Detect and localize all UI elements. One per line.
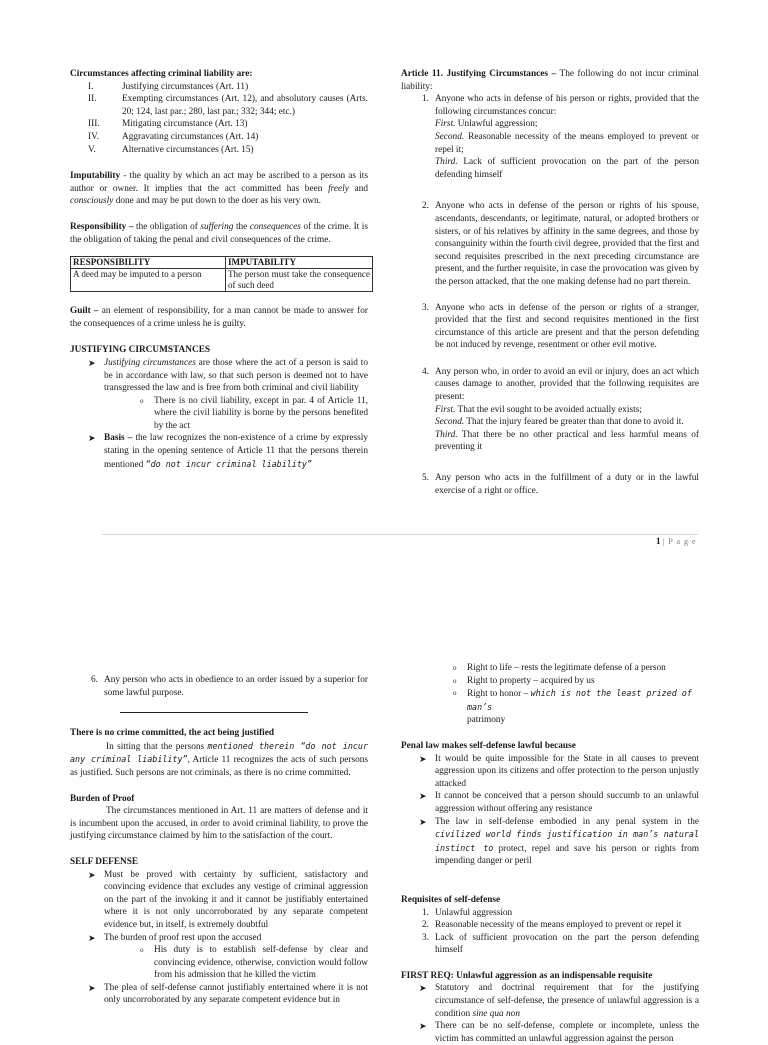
list-item (401, 982, 699, 1020)
arrow-bullet-icon: ➤ (419, 791, 427, 802)
list-item (70, 674, 368, 699)
list-number: 1. (422, 94, 429, 105)
penal-law-list (401, 753, 699, 868)
footer-divider (102, 534, 698, 535)
emphasis: consciously (70, 196, 114, 207)
list-number: 4. (422, 366, 429, 377)
emphasis: Justifying circumstances (104, 357, 196, 368)
list-item (401, 932, 699, 957)
text: Right to property (467, 675, 532, 686)
emphasis: sine qua non (472, 1008, 520, 1019)
text: The law in self-defense embodied in any penal system in the (435, 816, 699, 827)
emphasis: First. (435, 119, 456, 130)
list-item (140, 944, 368, 982)
emphasis: Second. (435, 131, 465, 142)
self-defense-sublist (70, 944, 368, 982)
page2-left-column (70, 662, 368, 1007)
text: the (233, 221, 250, 232)
list-item (401, 907, 699, 920)
guilt-paragraph (70, 305, 368, 330)
list-number: 2. (422, 201, 429, 212)
text: That the evil sought to be avoided actually exists; (455, 404, 642, 415)
article-11-list-continued (70, 674, 368, 699)
term: Article 11. Justifying Circumstances – (401, 69, 557, 79)
text: – acquired by us (531, 675, 595, 686)
requisite-line (435, 131, 699, 156)
text: Lack of sufficient provocation on the part of the person defending himself (435, 157, 699, 180)
requisite-line (435, 429, 699, 454)
list-text (435, 93, 699, 181)
arrow-bullet-icon: ➤ (419, 816, 427, 827)
table-header: RESPONSIBILITY (71, 257, 226, 269)
text: Any person who, in order to avoid an evil or injury, does an act which causes damage to another, provided that the following requisites are present: (435, 366, 699, 403)
list-number: V. (88, 144, 96, 155)
list-item (70, 432, 368, 471)
list-text (104, 432, 368, 471)
list-text: Reasonable necessity of the means employed to prevent or repel it (435, 920, 682, 931)
page-number-value: 1 (656, 536, 661, 546)
requisites-heading: Requisites of self-defense (401, 894, 501, 905)
list-text: The plea of self-defense cannot justifiably entertained where it is not only uncorroborated by any separate competent evidence but in (104, 982, 368, 1006)
list-item (401, 302, 699, 352)
circumstances-heading: Circumstances affecting criminal liability are: (70, 69, 253, 79)
requisite-line (435, 404, 699, 417)
emphasis: Third. (435, 429, 458, 440)
arrow-bullet-icon: ➤ (88, 433, 96, 444)
circle-bullet-icon: o (140, 396, 144, 405)
circle-bullet-icon: o (140, 946, 144, 955)
list-text: Unlawful aggression (435, 907, 513, 918)
list-text: Any person who acts in the fulfillment of a duty or in the lawful exercise of a right or office. (435, 473, 699, 496)
table-cell: A deed may be imputed to a person (71, 269, 226, 292)
basis-list (70, 432, 368, 471)
list-text (104, 357, 368, 395)
text: Unlawful aggression; (455, 119, 538, 130)
list-text (435, 366, 699, 454)
list-number: III. (88, 119, 100, 130)
circumstances-list (70, 81, 368, 157)
spacer (401, 454, 699, 472)
text: Statutory and doctrinal requirement that for the justifying circumstance of self-defense, the presence of unlawful aggression is a condition (435, 983, 699, 1019)
self-defense-list (70, 869, 368, 945)
list-item (401, 753, 699, 791)
list-item (453, 687, 699, 727)
page-label: | P a g e (662, 537, 697, 546)
list-item (70, 869, 368, 932)
list-item (453, 662, 699, 675)
emphasis: Second. (435, 417, 465, 428)
list-item (70, 982, 368, 1007)
self-defense-list-2 (70, 982, 368, 1007)
list-number: I. (88, 81, 94, 92)
burden-paragraph: The circumstances mentioned in Art. 11 are matters of defense and it is incumbent upon the accused, in order to avoid criminal liability, to prove the justifying circumstance claimed by him to the satisfaction of the court. (70, 806, 368, 842)
list-text (435, 816, 699, 868)
text: Anyone who acts in defense of his person or rights, provided that the following circumstances concur: (435, 94, 699, 117)
circle-bullet-icon: o (453, 676, 457, 685)
spacer (401, 352, 699, 366)
spacer (401, 181, 699, 200)
list-text: Mitigating circumstance (Art. 13) (122, 119, 248, 130)
comparison-table (70, 256, 373, 292)
text: protect, repel and save his person or rights from impending danger or peril (435, 843, 699, 867)
list-text: It cannot be conceived that a person should succumb to an unlawful aggression without offering any resistance (435, 791, 699, 814)
text: – (521, 689, 531, 700)
list-text: Lack of sufficient provocation on the part the person defending himself (435, 932, 699, 956)
text: patrimony (467, 715, 506, 726)
first-requisite-list (401, 982, 699, 1045)
requisite-line (435, 118, 699, 131)
table-header-row (71, 257, 373, 269)
table-row (71, 269, 373, 292)
list-item (70, 932, 368, 945)
list-item (401, 366, 699, 454)
list-item (70, 131, 368, 144)
list-text: Alternative circumstances (Art. 15) (122, 144, 254, 155)
list-text: There is no civil liability, except in par. 4 of Article 11, where the civil liability is borne by the persons benefited by the act (154, 395, 368, 431)
text: That there be no other practical and less harmful means of preventing it (435, 429, 699, 453)
text: That the injury feared be greater than that done to avoid it. (464, 417, 684, 428)
text: – rests the legitimate defense of a person (511, 663, 666, 673)
text: In sitting that the persons (106, 741, 208, 752)
page-number (656, 535, 697, 549)
list-text: Exempting circumstances (Art. 12), and absolutory causes (Arts. 20; 124, last par.; 280, last par.; 332; 344; etc.) (122, 94, 368, 117)
imputability-paragraph (70, 170, 368, 208)
quote: mentioned therein “do not incur any criminal liability” (70, 740, 368, 765)
no-crime-paragraph (70, 740, 368, 780)
article-11-intro (401, 68, 699, 93)
responsibility-paragraph (70, 221, 368, 246)
list-item (401, 93, 699, 181)
list-item (401, 200, 699, 288)
requisites-list (401, 907, 699, 957)
list-item (70, 144, 368, 157)
no-crime-heading: There is no crime committed, the act being justified (70, 728, 275, 739)
emphasis: Third. (435, 157, 458, 168)
rights-list (401, 662, 699, 727)
page1-right-column (401, 68, 699, 497)
term: Imputability (70, 171, 121, 182)
list-item (453, 675, 699, 688)
table-cell: The person must take the consequence of such deed (226, 269, 373, 292)
list-text: His duty is to establish self-defense by clear and convincing evidence, otherwise, conviction would follow from his admission that he killed the victim (154, 945, 368, 981)
term: Responsibility – (70, 221, 134, 232)
list-number: 6. (91, 675, 98, 685)
text: Right to life (467, 663, 512, 673)
arrow-bullet-icon: ➤ (88, 357, 96, 368)
justifying-list (70, 357, 368, 395)
text: are those where the act of a person is said to be in accordance with law, so that such person is deemed not to have transgressed the law and is free from both criminal and civil liability (104, 357, 368, 394)
text: - the quality by which an act may be ascribed to a person as its author or owner. It implies that the act committed has been (70, 171, 368, 194)
list-number: 2. (422, 920, 429, 931)
emphasis: suffering (200, 221, 234, 232)
quote: “do not incur criminal liability” (145, 458, 312, 469)
list-number: II. (88, 94, 97, 105)
list-text: Anyone who acts in defense of the person or rights of his spouse, ascendants, descendants, or legitimate, natural, or adopted brothers or sisters, or of his relatives by affinity in the same degrees, and those by consanguinity within the fourth civil degree, provided that the first and second requisites prescribed in the next preceding circumstance are present, and the further requisite, in case the provocation was given by the person attacked, that the one making defense had no part therein. (435, 201, 699, 287)
list-text: Must be proved with certainty by sufficient, satisfactory and convincing evidence that excludes any vestige of criminal aggression on the part of the invoking it and it cannot be justifiably entertained where it is not only uncorroborated by any separate competent evidence but, in itself, is extremely doubtful (104, 869, 368, 930)
list-text: There can be no self-defense, complete or incomplete, unless the victim has committed an unlawful aggression against the person (435, 1021, 699, 1044)
justifying-sublist (70, 395, 368, 433)
list-item (401, 816, 699, 868)
text: Reasonable necessity of the means employed to prevent or repel it; (435, 131, 699, 155)
article-11-list (401, 93, 699, 497)
text: an element of responsibility, for a man cannot be made to answer for the consequences of a crime unless he is guilty. (70, 306, 369, 329)
arrow-bullet-icon: ➤ (88, 982, 96, 993)
spacer (401, 289, 699, 302)
justifying-heading: JUSTIFYING CIRCUMSTANCES (70, 345, 211, 356)
list-item (70, 357, 368, 395)
penal-law-heading: Penal law makes self-defense lawful because (401, 740, 576, 751)
list-number: IV. (88, 131, 99, 142)
text: done and may be put down to the doer as his very own. (113, 196, 321, 207)
list-text (467, 662, 699, 675)
list-number: 3. (422, 302, 429, 313)
list-item (401, 790, 699, 815)
circle-bullet-icon: o (453, 689, 457, 698)
list-text (467, 675, 699, 688)
emphasis: First. (435, 404, 456, 415)
list-text (435, 982, 699, 1020)
list-text: Any person who acts in obedience to an order issued by a superior for some lawful purpose. (104, 675, 368, 698)
requisite-line (435, 416, 699, 429)
arrow-bullet-icon: ➤ (419, 1021, 427, 1032)
requisite-line (435, 156, 699, 181)
list-number: 1. (422, 907, 429, 918)
quote: which is not the least prized of man’s (467, 688, 692, 712)
text: the obligation of (133, 221, 201, 232)
text: and (348, 183, 369, 194)
list-text: Justifying circumstances (Art. 11) (122, 81, 249, 92)
quote: civilized world finds justification in man’s natural instinct to (435, 829, 699, 853)
list-number: 5. (422, 473, 429, 484)
arrow-bullet-icon: ➤ (88, 932, 96, 943)
arrow-bullet-icon: ➤ (419, 753, 427, 764)
text: , Article 11 recognizes the acts of such persons as justified. Such persons are not criminals, as there is no crime committed. (70, 755, 368, 778)
term: Guilt – (70, 306, 99, 317)
list-item (401, 919, 699, 932)
list-text: The burden of proof rest upon the accused (104, 932, 262, 943)
arrow-bullet-icon: ➤ (88, 869, 96, 880)
list-text: Anyone who acts in defense of the person or rights of a stranger, provided that the first and second requisites mentioned in the first circumstance of this article are present and that the person defending be not induced by revenge, resentment or other evil motive. (435, 302, 699, 351)
table-header: IMPUTABILITY (226, 257, 373, 269)
list-text (467, 687, 699, 727)
text: the law recognizes the non-existence of a crime by expressly stating in the opening sentence of Article 11 that the persons therein mentioned (104, 433, 368, 470)
list-item (140, 395, 368, 433)
list-number: 3. (422, 932, 429, 943)
burden-heading: Burden of Proof (70, 793, 135, 804)
self-defense-heading: SELF DEFENSE (70, 856, 139, 867)
circle-bullet-icon: o (453, 664, 457, 672)
text: Right to honor (467, 689, 522, 700)
first-requisite-heading: FIRST REQ: Unlawful aggression as an indispensable requisite (401, 970, 653, 981)
page1-left-column (70, 68, 368, 471)
page2-right-column (401, 662, 699, 1045)
list-text: It would be quite impossible for the State in all causes to prevent aggression upon its citizens and offer protection to the person unjustly attacked (435, 753, 699, 789)
emphasis: freely (328, 183, 349, 194)
emphasis: consequences (249, 221, 301, 232)
list-item (401, 472, 699, 497)
list-item (70, 81, 368, 94)
text: The following do not incur criminal liability: (401, 69, 700, 92)
list-item (70, 118, 368, 131)
list-text: Aggravating circumstances (Art. 14) (122, 131, 259, 142)
text: of the crime. It is the obligation of taking the penal and civil consequences of the crime. (70, 221, 368, 245)
section-divider (120, 712, 308, 713)
list-item (70, 93, 368, 118)
term: Basis – (104, 433, 133, 444)
arrow-bullet-icon: ➤ (419, 983, 427, 994)
